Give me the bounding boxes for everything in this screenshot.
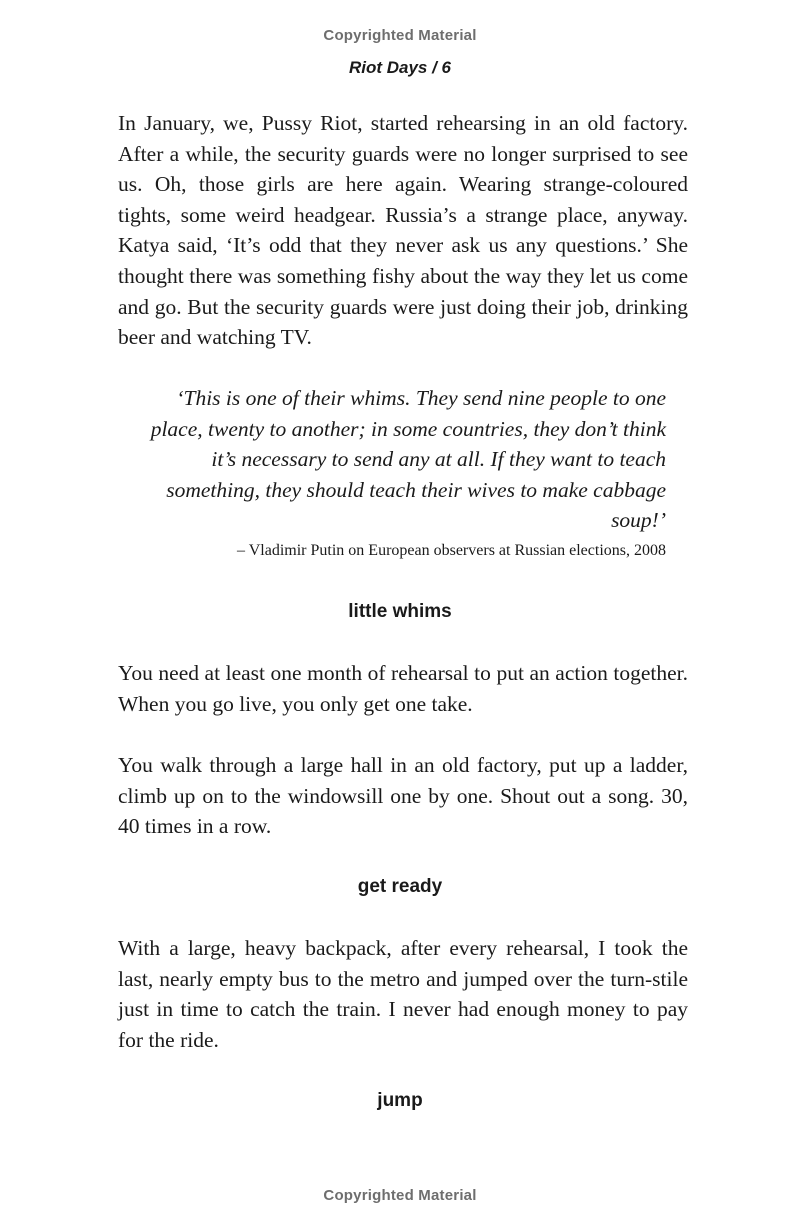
copyright-watermark-top: Copyrighted Material bbox=[323, 27, 477, 44]
epigraph-quote: ‘This is one of their whims. They send nine people to one place, twenty to another; in some countries, they don’t think it’s necessary to send any at all. If they want to teach something, they should teach their wives to make cabbage soup!’ bbox=[150, 386, 666, 533]
running-head: Riot Days / 6 bbox=[348, 58, 452, 77]
epigraph-attribution: – Vladimir Putin on European observers at Russian elections, 2008 bbox=[237, 542, 666, 559]
copyright-watermark-bottom: Copyrighted Material bbox=[323, 1187, 477, 1204]
section-heading: little whims bbox=[348, 601, 452, 622]
body-paragraph: In January, we, Pussy Riot, started rehearsing in an old factory. After a while, the security guards were no longer surprised to see us. Oh, those girls are here again. Wearing strange-coloured tights, some weird headgear. Russia’s a strange place, anyway. Katya said, ‘It’s odd that they never ask us any questions.’ She thought there was something fishy about the way they let us come and go. But the security guards were just doing their job, drinking beer and watching TV. bbox=[118, 111, 688, 350]
body-paragraph: You need at least one month of rehearsal to put an action together. When you go live, you only get one take. bbox=[118, 661, 688, 716]
body-paragraph: With a large, heavy backpack, after every rehearsal, I took the last, nearly empty bus to the metro and jumped over the turn-stile just in time to catch the train. I never had enough money to pay for the ride. bbox=[118, 936, 688, 1052]
section-heading: jump bbox=[377, 1090, 423, 1111]
section-heading: get ready bbox=[357, 876, 443, 897]
body-paragraph: You walk through a large hall in an old factory, put up a ladder, climb up on to the windowsill one by one. Shout out a song. 30, 40 times in a row. bbox=[118, 753, 688, 839]
